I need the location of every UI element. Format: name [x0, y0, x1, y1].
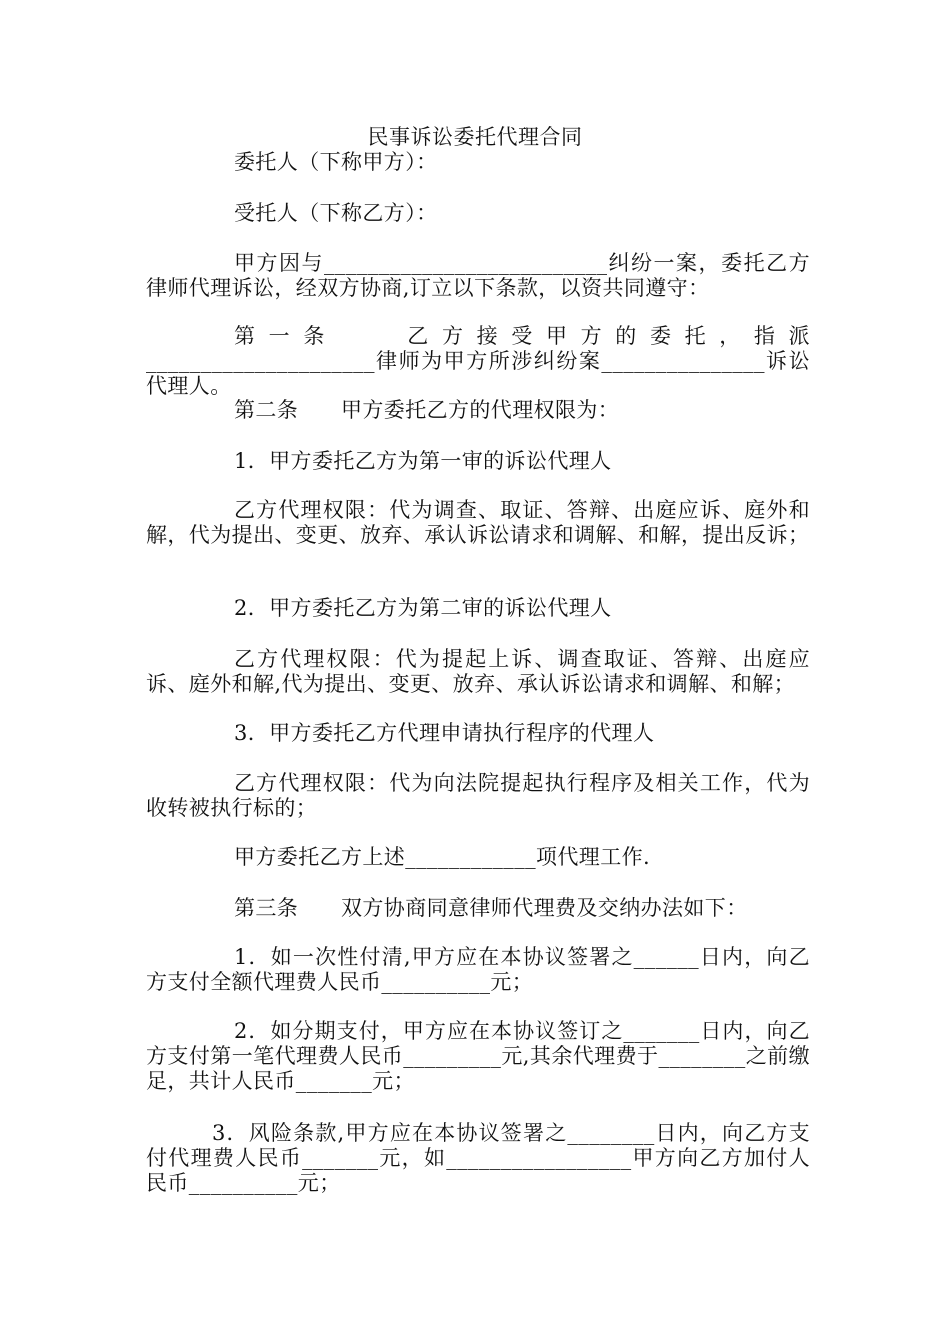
paragraph-principal: 委托人（下称甲方）： — [234, 150, 438, 174]
paragraph-fee-3: 3．风险条款,甲方应在本协议签署之________日内，向乙方支付代理费人民币_______元，如_________________甲方向乙方加付人民币__________元； — [146, 1121, 810, 1195]
paragraph-fee-2: 2．如分期支付，甲方应在本协议签订之_______日内，向乙方支付第一笔代理费人民币_________元,其余代理费于________之前缴足，共计人民币_______元； — [146, 1019, 810, 1093]
paragraph-fee-1: 1．如一次性付清,甲方应在本协议签署之______日内，向乙方支付全额代理费人民币__________元； — [146, 945, 810, 994]
paragraph-article-2: 第二条 甲方委托乙方的代理权限为： — [234, 398, 620, 422]
document-title: 民事诉讼委托代理合同 — [367, 125, 583, 149]
paragraph-item-3: 3．甲方委托乙方代理申请执行程序的代理人 — [234, 721, 655, 745]
paragraph-preamble: 甲方因与__________________________纠纷一案，委托乙方律师代理诉讼，经双方协商,订立以下条款，以资共同遵守： — [146, 251, 810, 300]
paragraph-item-1-powers: 乙方代理权限：代为调查、取证、答辩、出庭应诉、庭外和解，代为提出、变更、放弃、承认诉讼请求和调解、和解，提出反诉； — [146, 498, 810, 547]
paragraph-article-3: 第三条 双方协商同意律师代理费及交纳办法如下： — [234, 896, 748, 920]
paragraph-scope: 甲方委托乙方上述____________项代理工作. — [234, 845, 651, 869]
paragraph-item-1: 1．甲方委托乙方为第一审的诉讼代理人 — [234, 449, 612, 473]
paragraph-item-3-powers: 乙方代理权限：代为向法院提起执行程序及相关工作，代为收转被执行标的； — [146, 771, 810, 820]
paragraph-item-2: 2．甲方委托乙方为第二审的诉讼代理人 — [234, 596, 612, 620]
paragraph-item-2-powers: 乙方代理权限：代为提起上诉、调查取证、答辩、出庭应诉、庭外和解,代为提出、变更、放弃、承认诉讼请求和调解、和解； — [146, 647, 810, 696]
paragraph-agent: 受托人（下称乙方）： — [234, 201, 438, 225]
paragraph-article-1: 第一条 乙方接受甲方的委托，指派_____________________律师为甲方所涉纠纷案_______________诉讼代理人。 — [146, 324, 810, 398]
